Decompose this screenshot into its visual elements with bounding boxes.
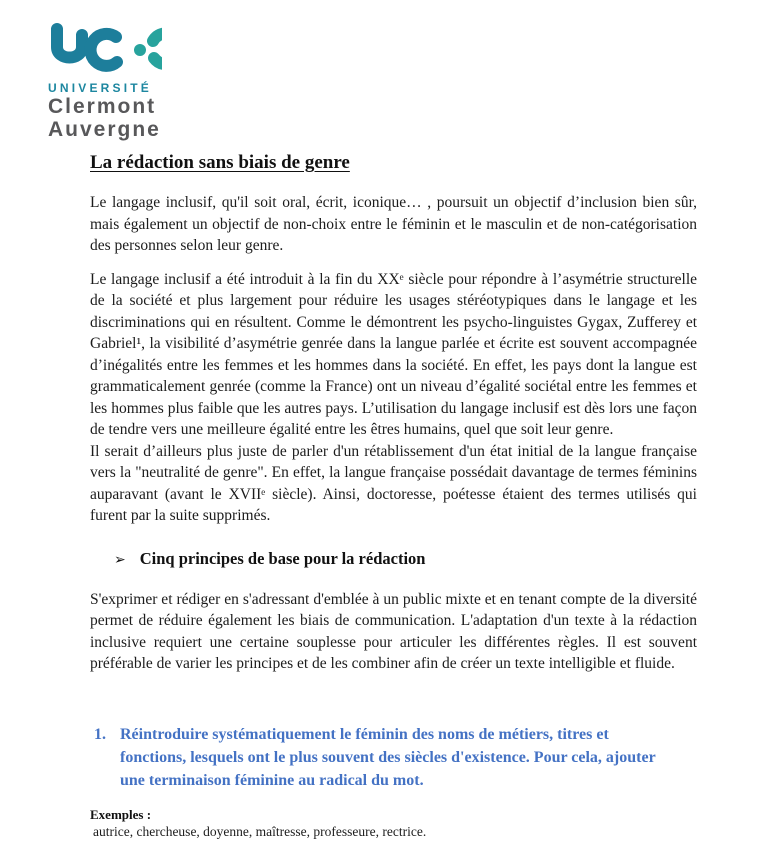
- logo-auvergne-label: Auvergne: [48, 118, 161, 141]
- principles-paragraph: S'exprimer et rédiger en s'adressant d'emblée à un public mixte et en tenant compte de la diversité permet de réduire également les biais de communication. L'adaptation d'un texte à la rédaction inclusive requiert une certaine souplesse pour articuler les différentes règles. Il est souvent préférable de varier les principes et de les combiner afin de créer un texte intelligible et fluide.: [90, 590, 697, 672]
- page-title: La rédaction sans biais de genre: [90, 152, 350, 173]
- history-paragraph: [90, 269, 697, 527]
- logo-letter-a-dot: [134, 44, 146, 56]
- section-heading: [114, 549, 697, 569]
- logo-letter-u: [57, 29, 82, 58]
- logo-letter-a: [153, 33, 162, 64]
- document-body: [90, 152, 697, 840]
- examples-list: autrice, chercheuse, doyenne, maîtresse, professeure, rectrice.: [93, 823, 427, 839]
- rule-1-item: [94, 723, 697, 792]
- intro-paragraph: Le langage inclusif, qu'il soit oral, écrit, iconique… , poursuit un objectif d’inclusion bien sûr, mais également un objectif de non-choix entre le féminin et le masculin et de non-catégorisation des personnes selon leur genre.: [90, 194, 697, 254]
- logo-letter-c: [91, 34, 117, 66]
- logo-universite-label: UNIVERSITÉ: [48, 81, 153, 95]
- uca-logo-mark-icon: [48, 22, 162, 78]
- uca-logo: [48, 22, 198, 141]
- rule-1-number: 1.: [94, 725, 106, 743]
- section-heading-label: Cinq principes de base pour la rédaction: [139, 548, 426, 568]
- history-paragraph-part1: Le langage inclusif a été introduit à la fin du XXᵉ siècle pour répondre à l’asymétrie structurelle de la société et plus largement pour réduire les usages stéréotypiques dans le langage et les discriminations qui en résultent. Comme le démontrent les psycho-linguistes Gygax, Zufferey et Gabriel¹, la visibilité d’asymétrie genrée dans la langue parlée et écrite est souvent accompagnée d’inégalités entre les femmes et les hommes dans la société. En effet, les pays dont la langue est grammaticalement genrée (comme la France) ont un niveau d’égalité sociétal entre les femmes et les hommes plus faible que les autres pays. L’utilisation du langage inclusif est dès lors une façon de tendre vers une meilleure égalité entre les êtres humains, quel que soit leur genre.: [90, 270, 697, 438]
- logo-clermont-label: Clermont: [48, 95, 157, 118]
- examples-label: Exemples :: [90, 806, 152, 822]
- examples-block: [90, 807, 697, 840]
- rule-1-text: Réintroduire systématiquement le féminin des noms de métiers, titres et fonctions, lesquels ont le plus souvent des siècles d'existence. Pour cela, ajouter une terminaison féminine au radical du mot.: [120, 725, 656, 789]
- history-paragraph-part2: Il serait d’ailleurs plus juste de parler d'un rétablissement d'un état initial de la langue française vers la "neutralité de genre". En effet, la langue française possédait davantage de termes féminins auparavant (avant le XVIIᵉ siècle). Ainsi, doctoresse, poétesse étaient des termes utilisés qui furent par la suite supprimés.: [90, 442, 697, 524]
- arrow-bullet-icon: ➢: [114, 552, 126, 568]
